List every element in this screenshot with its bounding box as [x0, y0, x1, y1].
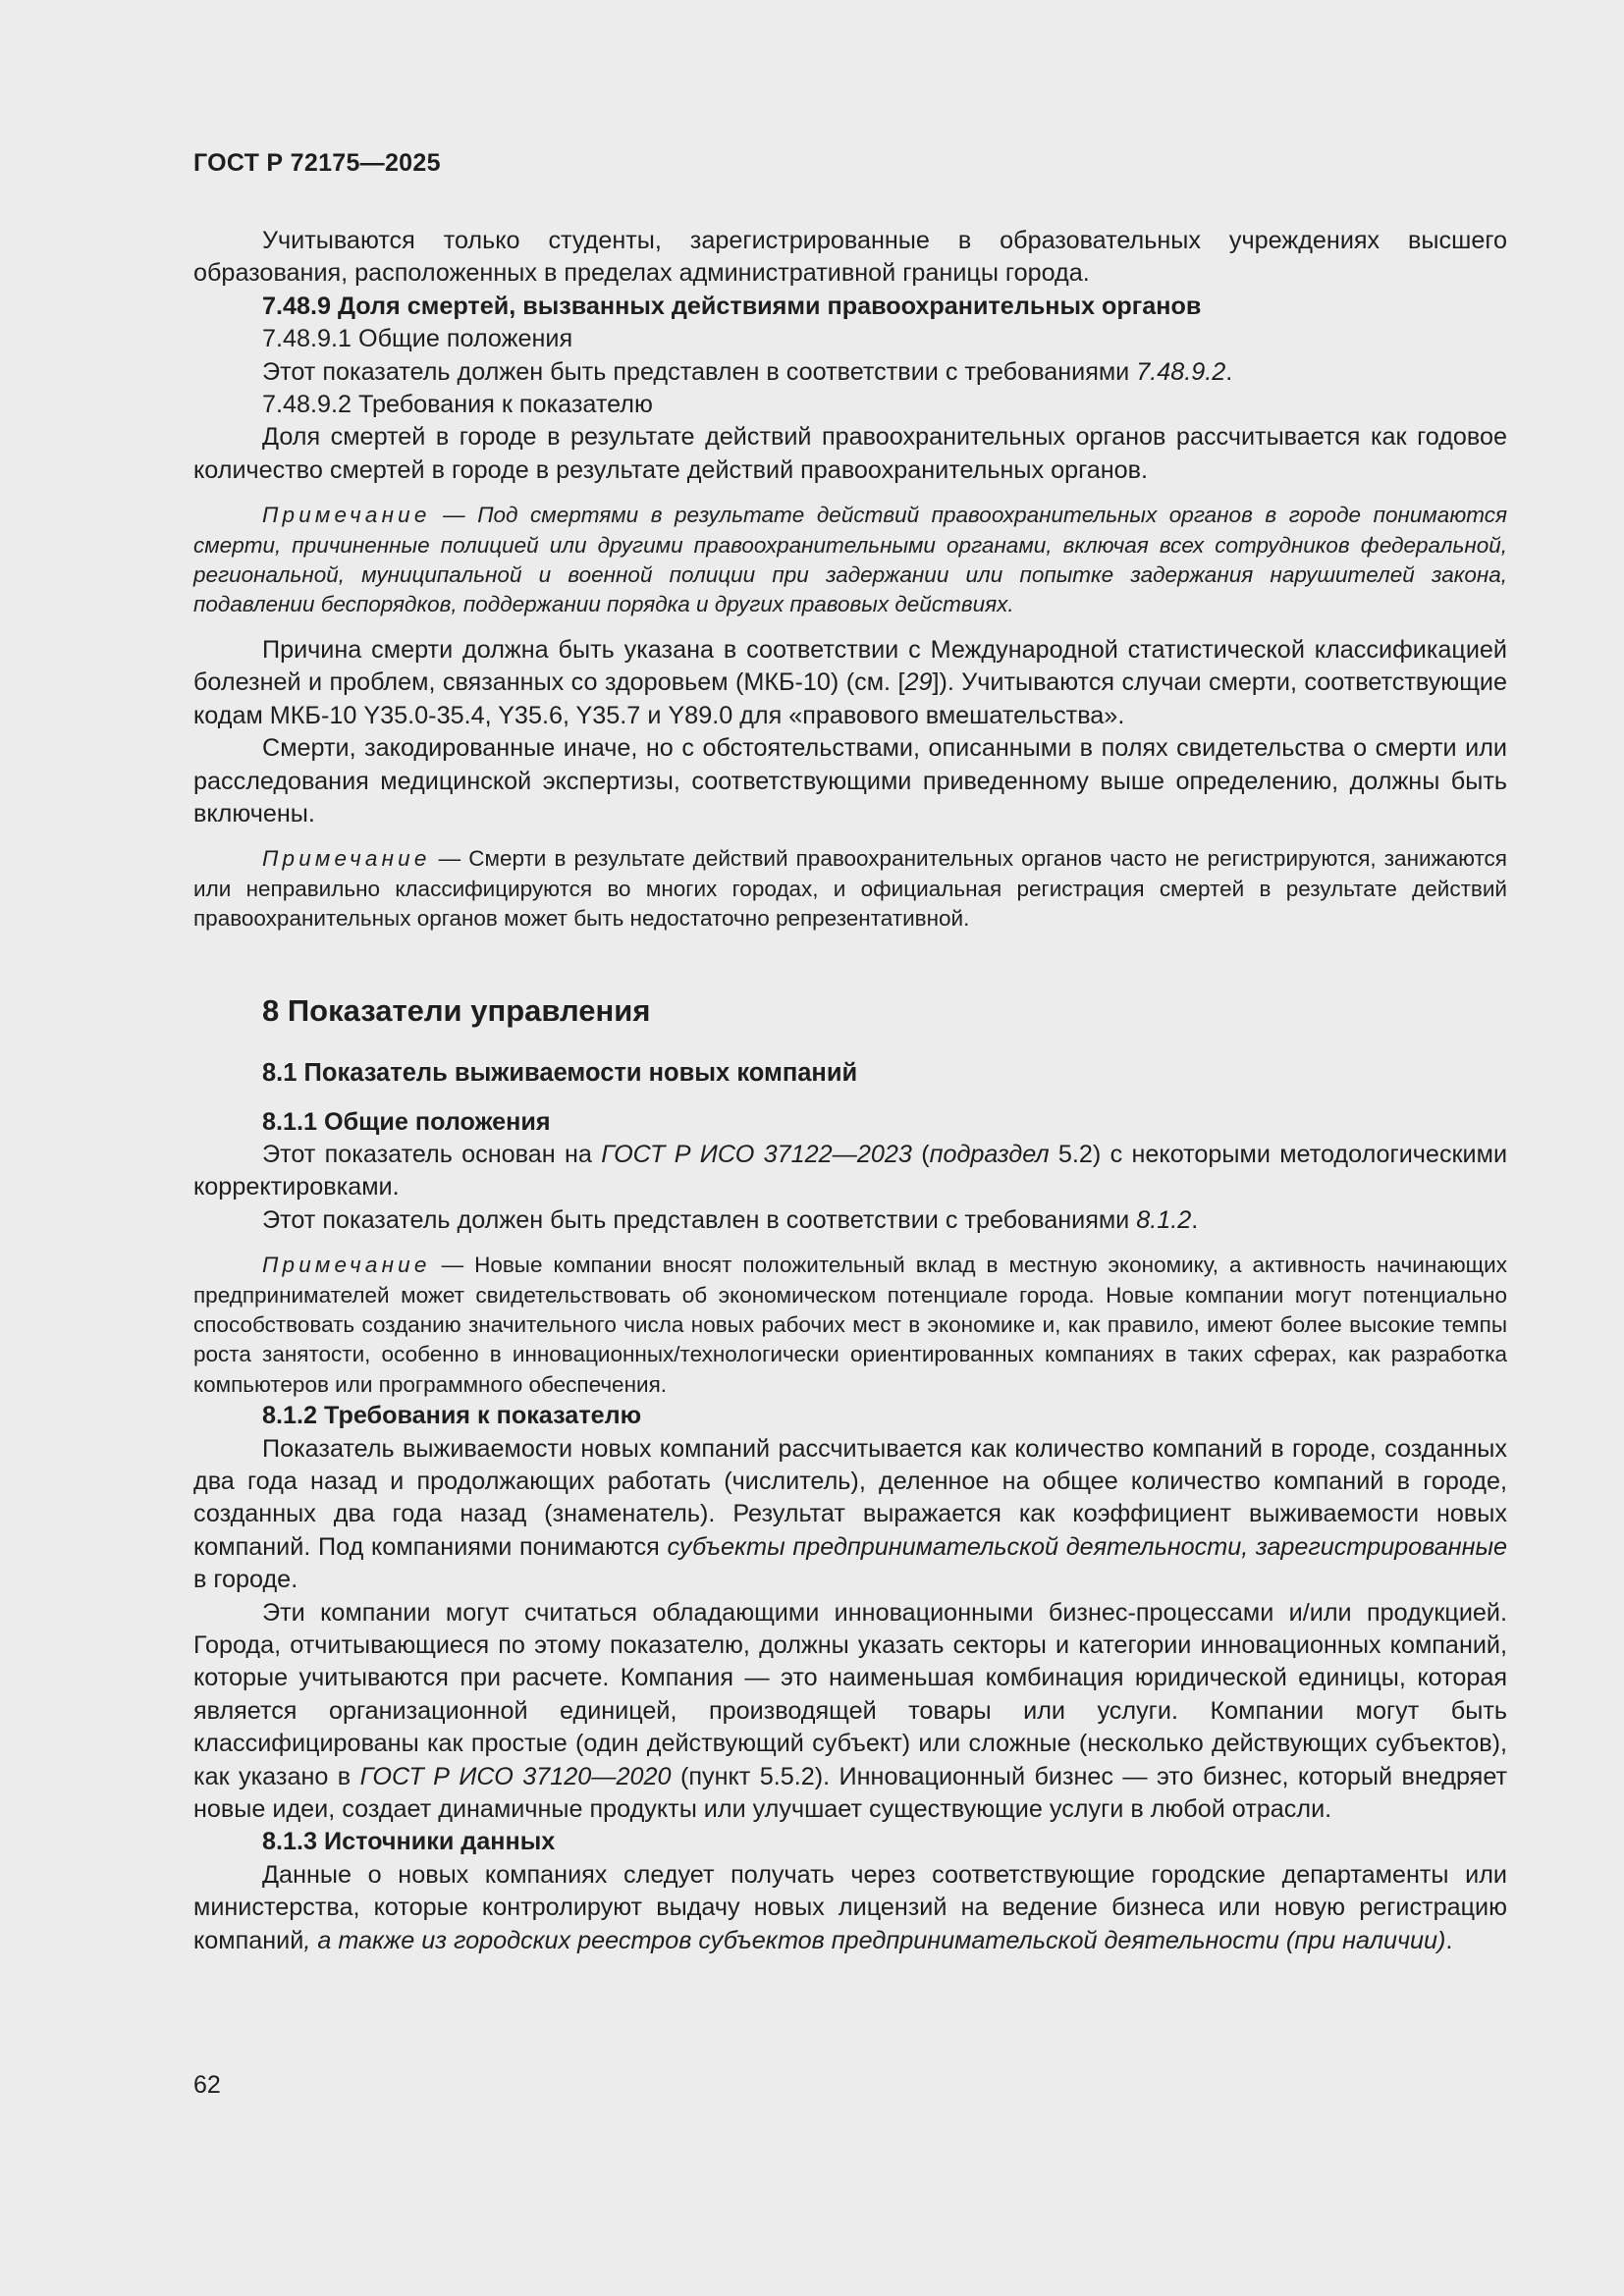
- chapter-8-heading: 8 Показатели управления: [262, 992, 651, 1028]
- paragraph-cause-of-death: [193, 634, 1507, 732]
- note-text: — Под смертями в результате действий правоохранительных органов в городе понимаются смерти, причиненные полицией или другими правоохранительными органами, включая всех сотрудников федеральной, региональной, муниципальной и военной полиции при задержании или попытке задержания нарушителей закона, подавлении беспорядков, поддержании порядка и других правовых действиях.: [193, 503, 1507, 617]
- note-text: — Смерти в результате действий правоохранительных органов часто не регистрируются, занижаются или неправильно классифицируются во многих городах, и официальная регистрация смертей в результате действий правоохранительных органов может быть недостаточно репрезентативной.: [193, 846, 1507, 932]
- page-number: 62: [193, 2071, 221, 2099]
- paragraph-death-share: Доля смертей в городе в результате действий правоохранительных органов рассчитывается как годовое количество смертей в городе в результате действий правоохранительных органов.: [193, 423, 1507, 484]
- paragraph-survival-rate: [193, 1433, 1507, 1597]
- emphasis: , а также из городских реестров субъектов предпринимательской деятельности (при наличии): [303, 1926, 1446, 1954]
- paragraph-data-sources: [193, 1859, 1507, 1957]
- note-label: Примечание: [262, 1253, 431, 1278]
- paragraph-innovative-companies: [193, 1597, 1507, 1827]
- text: (пункт 5.5.2). Инновационный бизнес — это бизнес, который внедряет новые идеи, создает динамичные продукты или улучшает существующие услуги в любой отрасли.: [193, 1762, 1508, 1824]
- section-7-48-9-title: 7.48.9 Доля смертей, вызванных действиями правоохранительных органов: [262, 292, 1202, 320]
- section-8-1-2-title: 8.1.2 Требования к показателю: [262, 1402, 642, 1430]
- bibliography-ref: 29: [904, 668, 933, 697]
- subsection-ref: подраздел: [929, 1140, 1050, 1168]
- text: (: [911, 1140, 930, 1168]
- standard-ref: ГОСТ Р ИСО 37120—2020: [359, 1762, 672, 1790]
- text: в городе.: [193, 1566, 298, 1594]
- paragraph-based-on: [193, 1139, 1507, 1204]
- section-7-48-9-2-title: 7.48.9.2 Требования к показателю: [262, 391, 653, 419]
- paragraph-requirement-ref: [193, 356, 1507, 389]
- text: .: [1225, 357, 1233, 386]
- text: .: [1445, 1926, 1453, 1954]
- text: ]). Учитываются случаи смерти, соответствующие кодам МКБ-10 Y35.0-35.4, Y35.6, Y35.7 и Y89.0 для «правового вмешательства».: [193, 668, 1508, 729]
- cross-reference: 8.1.2: [1136, 1205, 1192, 1234]
- text: Эти компании могут считаться обладающими инновационными бизнес-процессами и/или продукцией. Города, отчитывающиеся по этому показателю, должны указать секторы и категории инновационных компаний, которые учитываются при расчете. Компания — это наименьшая комбинация юридической единицы, которая является организационной единицей, производящей товары или услуги. Компании могут быть классифицированы как простые (один действующий субъект) или сложные (несколько действующих субъектов), как указано в: [193, 1598, 1507, 1790]
- text: Данные о новых компаниях следует получать через соответствующие городские департаменты или министерства, которые контролируют выдачу новых лицензий на ведение бизнеса или новую регистрацию компаний: [193, 1860, 1507, 1954]
- note-3: [193, 1251, 1507, 1400]
- text: Этот показатель должен быть представлен в соответствии с требованиями: [262, 357, 1137, 386]
- paragraph-requirement-ref-2: [193, 1204, 1507, 1237]
- emphasis: субъекты предпринимательской деятельности, зарегистрированные: [667, 1532, 1507, 1561]
- note-1: [193, 501, 1507, 620]
- note-label: Примечание: [262, 503, 431, 528]
- note-label: Примечание: [262, 846, 431, 872]
- page-body: [193, 225, 1507, 1957]
- section-7-48-9-1-title: 7.48.9.1 Общие положения: [262, 325, 573, 353]
- text: Этот показатель основан на: [262, 1140, 602, 1168]
- text: Причина смерти должна быть указана в соответствии с Международной статистической классификацией болезней и проблем, связанных со здоровьем (МКБ-10) (см. [: [193, 635, 1507, 697]
- document-header: ГОСТ Р 72175—2025: [193, 149, 441, 177]
- paragraph-other-coded: Смерти, закодированные иначе, но с обстоятельствами, описанными в полях свидетельства о смерти или расследования медицинской экспертизы, соответствующими приведенному выше определению, должны быть включены.: [193, 734, 1507, 828]
- text: Этот показатель должен быть представлен в соответствии с требованиями: [262, 1205, 1137, 1234]
- text: Показатель выживаемости новых компаний рассчитывается как количество компаний в городе, созданных два года назад и продолжающих работать (числитель), деленное на общее количество компаний в городе, созданных два года назад (знаменатель). Результат выражается как коэффициент выживаемости новых компаний. Под компаниями понимаются: [193, 1434, 1507, 1561]
- section-8-1-1-title: 8.1.1 Общие положения: [262, 1107, 551, 1136]
- text: 5.2) с некоторыми методологическими корректировками.: [193, 1140, 1508, 1201]
- standard-ref: ГОСТ Р ИСО 37122—2023: [601, 1140, 912, 1168]
- paragraph-students: Учитываются только студенты, зарегистрированные в образовательных учреждениях высшего образования, расположенных в пределах административной границы города.: [193, 227, 1507, 288]
- section-8-1-heading: 8.1 Показатель выживаемости новых компаний: [262, 1058, 858, 1087]
- note-text: — Новые компании вносят положительный вклад в местную экономику, а активность начинающих предпринимателей может свидетельствовать об экономическом потенциале города. Новые компании могут потенциально способствовать созданию значительного числа новых рабочих мест в экономике и, как правило, имеют более высокие темпы роста занятости, особенно в инновационных/технологически ориентированных компаниях в таких сферах, как разработка компьютеров или программного обеспечения.: [193, 1253, 1507, 1397]
- section-8-1-3-title: 8.1.3 Источники данных: [262, 1828, 556, 1856]
- cross-reference: 7.48.9.2: [1136, 357, 1226, 386]
- text: .: [1191, 1205, 1199, 1234]
- note-2: [193, 844, 1507, 934]
